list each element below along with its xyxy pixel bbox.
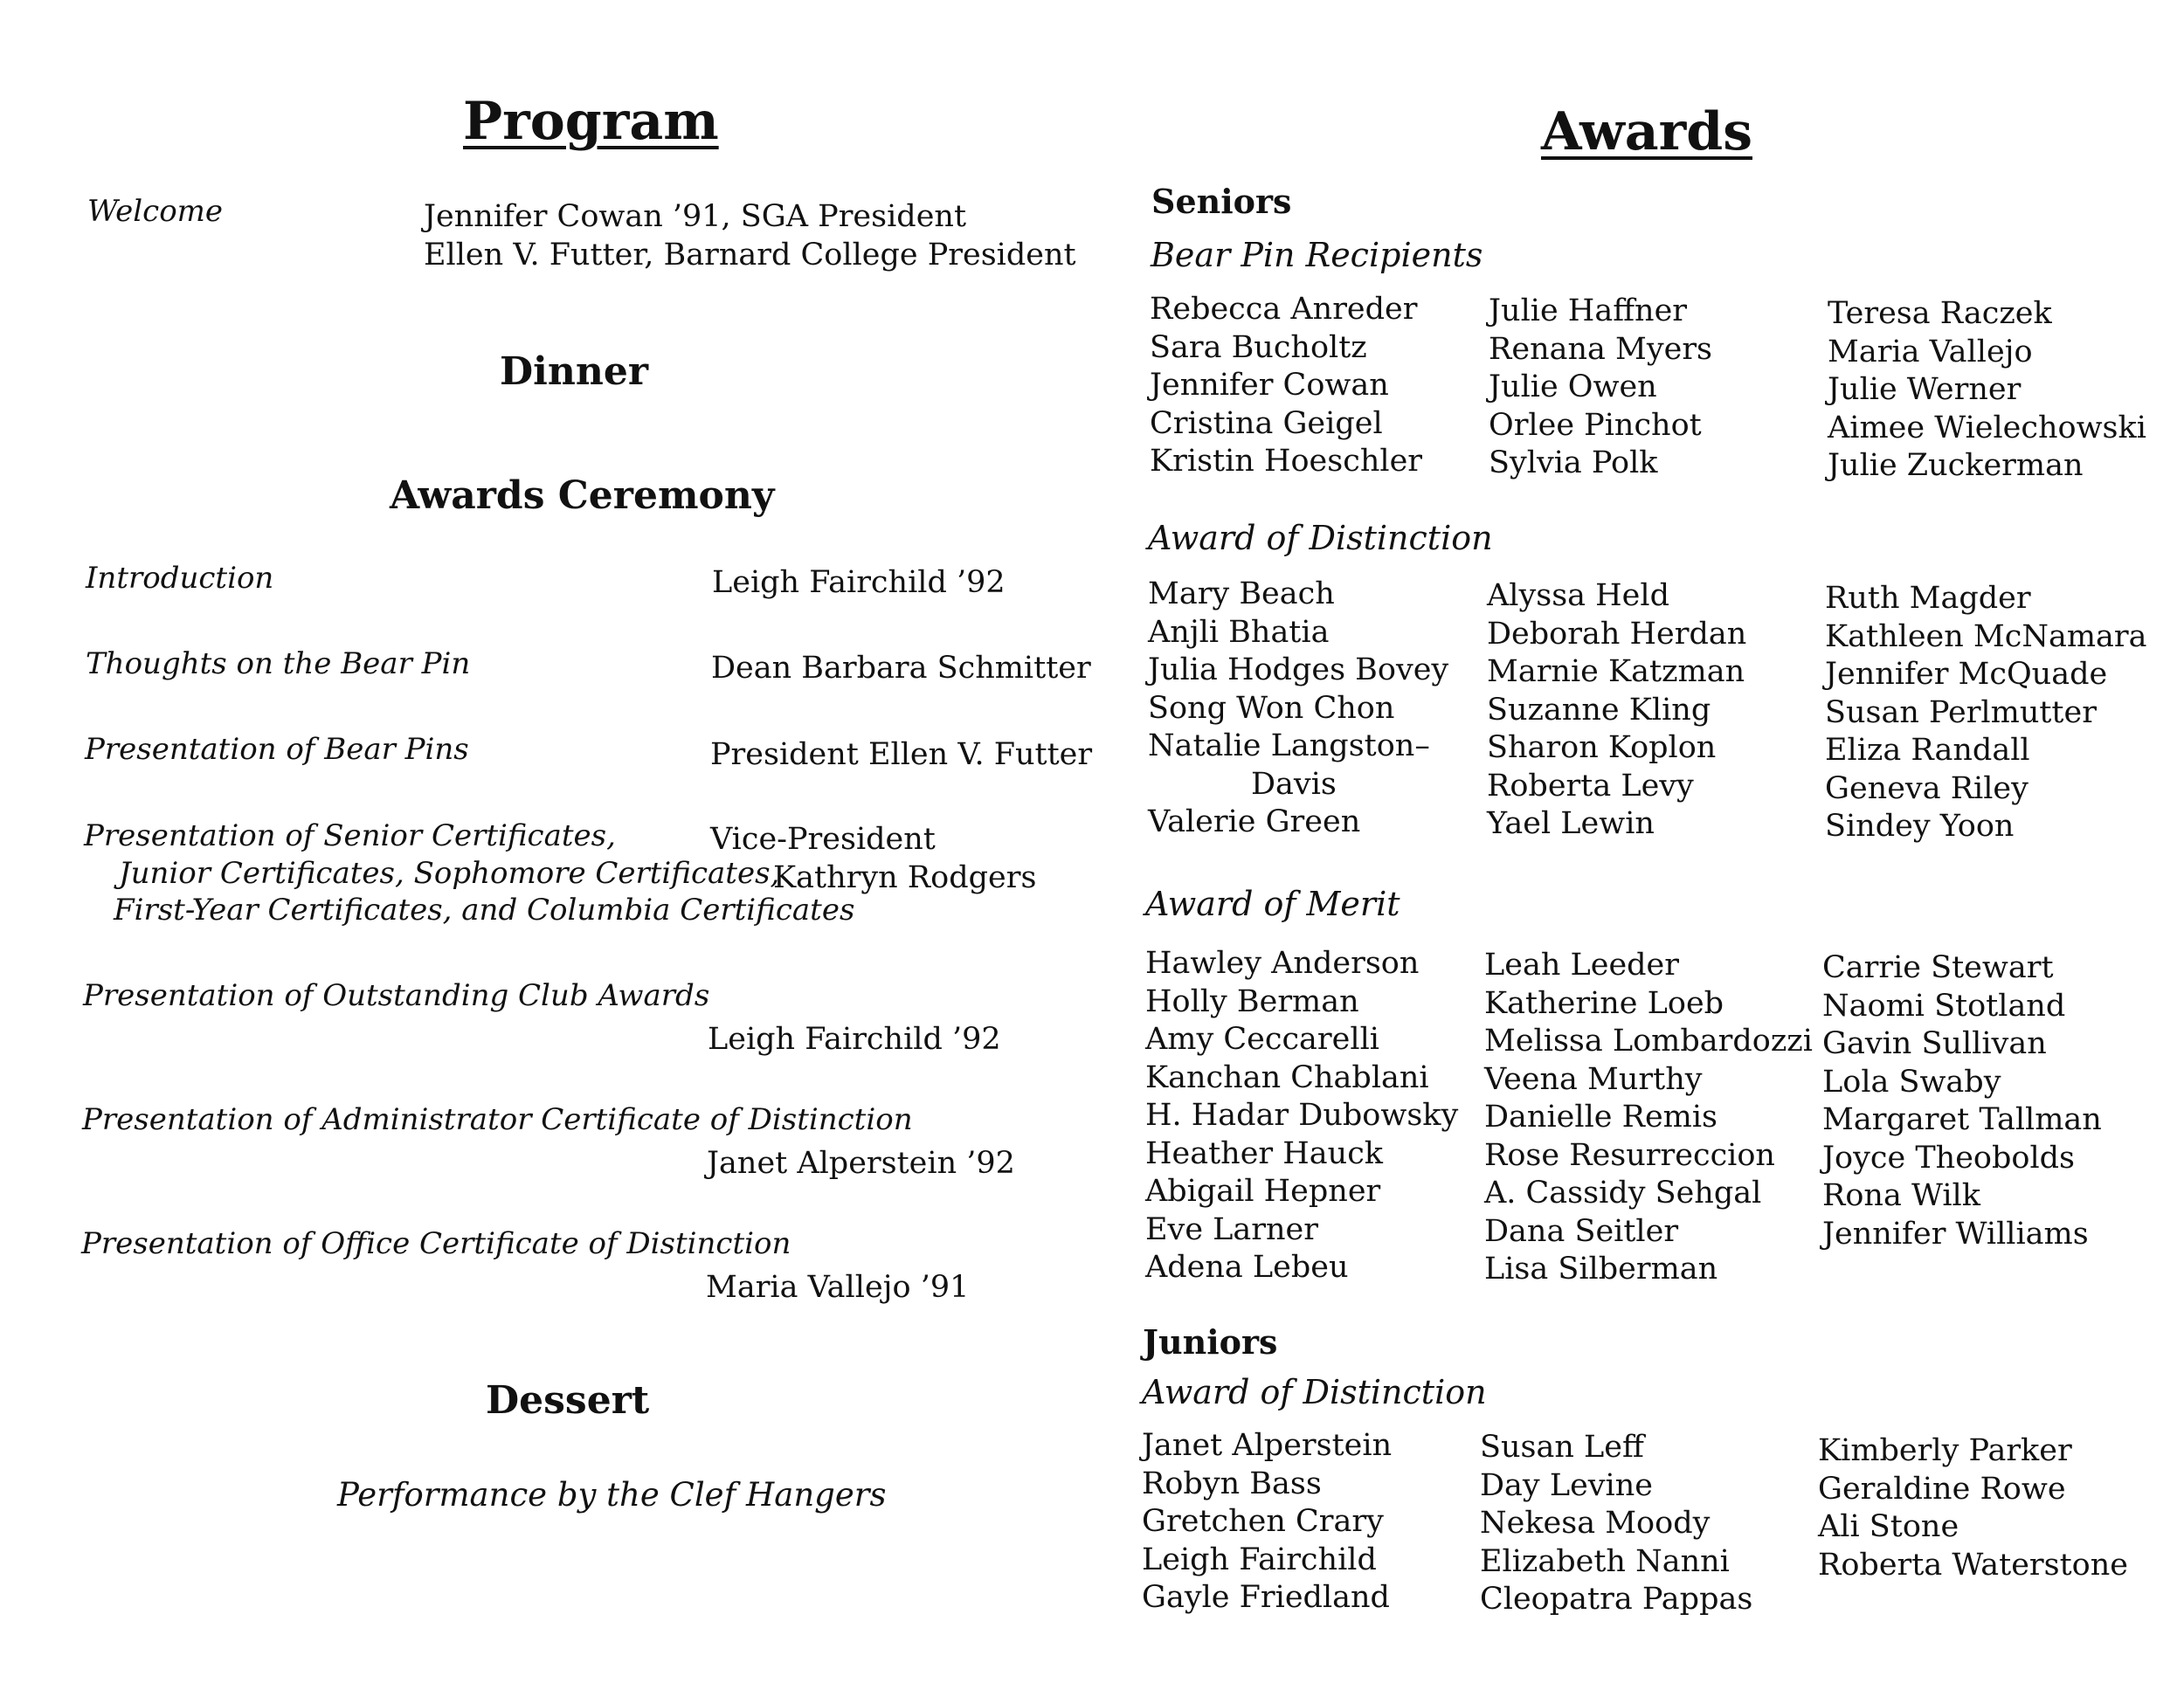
senior-distinction-column (1825, 580, 2147, 846)
recipient-name: Cleopatra Pappas (1480, 1582, 1753, 1617)
recipient-name: Geraldine Rowe (1818, 1471, 2066, 1507)
welcome-label: Welcome (87, 194, 224, 229)
recipient-name: Janet Alperstein (1142, 1428, 1393, 1463)
recipient-name: Natalie Langston– (1148, 728, 1430, 763)
recipient-name: Anjli Bhatia (1148, 614, 1330, 650)
recipient-name: Rona Wilk (1822, 1178, 1980, 1213)
senior-distinction-heading: Award of Distinction (1148, 519, 1493, 557)
recipient-name: Hawley Anderson (1145, 946, 1420, 981)
recipient-name: Naomi Stotland (1822, 988, 2066, 1024)
performance-note: Performance by the Clef Hangers (337, 1476, 887, 1514)
bear-pin-column (1828, 295, 2146, 486)
program-item-presenter: President Ellen V. Futter (710, 737, 1093, 772)
senior-distinction-column (1148, 576, 1448, 842)
recipient-name: Margaret Tallman (1822, 1102, 2102, 1137)
recipient-name: Robyn Bass (1142, 1466, 1322, 1501)
program-item-label: Presentation of Office Certificate of Distinction (81, 1226, 791, 1261)
recipient-name: Jennifer Williams (1822, 1216, 2089, 1252)
junior-distinction-heading: Award of Distinction (1142, 1373, 1487, 1411)
recipient-name: Eliza Randall (1825, 733, 2030, 768)
recipient-name: Julie Haffner (1489, 293, 1688, 328)
recipient-name: Alyssa Held (1487, 578, 1669, 613)
seniors-heading: Seniors (1151, 182, 1292, 221)
program-item-label: Junior Certificates, Sophomore Certificates, (119, 856, 780, 891)
recipient-name: Rose Resurreccion (1484, 1137, 1775, 1173)
recipient-name: Dana Seitler (1484, 1213, 1679, 1249)
recipient-name: Orlee Pinchot (1489, 407, 1702, 443)
recipient-name: Gavin Sullivan (1822, 1026, 2047, 1061)
recipient-name: Ruth Magder (1825, 581, 2031, 616)
recipient-name: Sindey Yoon (1825, 809, 2015, 844)
recipient-name: Abigail Hepner (1145, 1174, 1381, 1209)
recipient-name: Mary Beach (1148, 576, 1335, 611)
program-item-label: Thoughts on the Bear Pin (86, 646, 471, 681)
recipient-name: Kanchan Chablani (1145, 1059, 1429, 1095)
program-item-label: Introduction (86, 561, 274, 596)
recipient-name: Joyce Theobolds (1822, 1140, 2076, 1176)
recipient-name: Lola Swaby (1822, 1064, 2001, 1100)
recipient-name: Maria Vallejo (1828, 334, 2033, 369)
recipient-name: Heather Hauck (1145, 1135, 1384, 1171)
program-item-label: Presentation of Outstanding Club Awards (83, 978, 710, 1013)
recipient-name: Day Levine (1480, 1467, 1654, 1503)
recipient-name: Julie Owen (1489, 369, 1657, 404)
merit-column (1145, 945, 1458, 1287)
recipient-name: Valerie Green (1148, 804, 1361, 839)
program-item-label: Presentation of Bear Pins (85, 732, 469, 767)
recipient-name: Lisa Silberman (1484, 1252, 1718, 1286)
recipient-name: Eve Larner (1145, 1211, 1318, 1247)
program-item-presenter: Leigh Fairchild ’92 (712, 565, 1006, 600)
merit-column (1822, 949, 2102, 1253)
recipient-name: Geneva Riley (1825, 770, 2028, 806)
recipient-name: Marnie Katzman (1487, 654, 1745, 689)
junior-distinction-column (1142, 1427, 1392, 1618)
recipient-name: Elizabeth Nanni (1480, 1543, 1730, 1579)
recipient-name: H. Hadar Dubowsky (1145, 1098, 1459, 1133)
program-item-presenter: Leigh Fairchild ’92 (708, 1022, 1001, 1057)
recipient-name: Amy Ceccarelli (1145, 1022, 1379, 1057)
recipient-name: Renana Myers (1489, 331, 1713, 367)
recipient-name: Sharon Koplon (1487, 730, 1717, 765)
junior-distinction-column (1480, 1429, 1752, 1619)
recipient-name: Gretchen Crary (1142, 1504, 1384, 1539)
welcome-speaker: Ellen V. Futter, Barnard College President (424, 238, 1076, 272)
recipient-name: Katherine Loeb (1484, 985, 1724, 1021)
program-item-label: Presentation of Administrator Certificate of Distinction (82, 1102, 913, 1137)
program-item-label: Presentation of Senior Certificates, (84, 818, 616, 853)
program-item-presenter: Dean Barbara Schmitter (711, 651, 1091, 686)
recipient-name: Nekesa Moody (1480, 1506, 1711, 1541)
program-item-presenter: Maria Vallejo ’91 (706, 1270, 970, 1305)
recipient-name: Holly Berman (1145, 983, 1359, 1019)
merit-column (1484, 947, 1813, 1289)
recipient-name: Danielle Remis (1484, 1100, 1718, 1135)
recipient-name: Leah Leeder (1484, 948, 1680, 983)
recipient-name: Carrie Stewart (1822, 950, 2054, 985)
bear-pin-column (1489, 293, 1712, 483)
recipient-name: Deborah Herdan (1487, 616, 1747, 652)
recipient-name: Veena Murthy (1484, 1061, 1703, 1097)
dessert-heading: Dessert (486, 1378, 650, 1423)
recipient-name: Jennifer Cowan (1150, 368, 1389, 403)
recipient-name: Julie Werner (1828, 372, 2022, 407)
recipient-name: Susan Perlmutter (1825, 694, 2097, 730)
recipient-name: Roberta Waterstone (1818, 1547, 2128, 1583)
juniors-heading: Juniors (1143, 1322, 1278, 1362)
ceremony-heading: Awards Ceremony (390, 473, 775, 518)
dinner-heading: Dinner (500, 349, 649, 394)
recipient-name: Jennifer McQuade (1825, 657, 2108, 692)
recipient-name: Davis (1251, 766, 1337, 802)
recipient-name: Suzanne Kling (1487, 692, 1711, 728)
awards-title: Awards (1541, 101, 1752, 162)
recipient-name: A. Cassidy Sehgal (1484, 1176, 1762, 1211)
recipient-name: Kathleen McNamara (1825, 618, 2147, 654)
senior-distinction-column (1487, 577, 1746, 844)
program-item-label: First-Year Certificates, and Columbia Certificates (114, 893, 855, 928)
recipient-name: Kimberly Parker (1818, 1433, 2072, 1468)
program-item-presenter: Janet Alperstein ’92 (707, 1146, 1015, 1181)
recipient-name: Rebecca Anreder (1150, 292, 1418, 327)
welcome-speaker: Jennifer Cowan ’91, SGA President (424, 199, 967, 234)
recipient-name: Sara Bucholtz (1150, 329, 1367, 365)
program-title: Program (463, 91, 719, 152)
recipient-name: Sylvia Polk (1489, 445, 1658, 480)
recipient-name: Ali Stone (1818, 1509, 1959, 1544)
welcome-speakers (424, 197, 1076, 274)
recipient-name: Cristina Geigel (1150, 405, 1383, 441)
recipient-name: Julie Zuckerman (1828, 448, 2084, 483)
recipient-name: Yael Lewin (1487, 806, 1655, 841)
recipient-name: Teresa Raczek (1828, 296, 2052, 331)
recipient-name: Roberta Levy (1487, 768, 1694, 804)
bear-pin-heading: Bear Pin Recipients (1151, 236, 1483, 274)
recipient-name: Julia Hodges Bovey (1148, 652, 1449, 687)
recipient-name: Aimee Wielechowski (1828, 410, 2146, 445)
merit-heading: Award of Merit (1145, 885, 1400, 923)
junior-distinction-column (1818, 1432, 2128, 1584)
bear-pin-column (1150, 291, 1422, 481)
program-item-presenter: Kathryn Rodgers (773, 860, 1037, 895)
recipient-name: Kristin Hoeschler (1150, 444, 1423, 479)
recipient-name: Susan Leff (1480, 1430, 1644, 1465)
recipient-name: Leigh Fairchild (1142, 1542, 1377, 1577)
recipient-name: Adena Lebeu (1145, 1250, 1349, 1285)
program-item-presenter: Vice-President (710, 822, 936, 857)
recipient-name: Gayle Friedland (1142, 1580, 1390, 1615)
top-crop-mark (1511, 0, 1677, 7)
recipient-name: Melissa Lombardozzi (1484, 1024, 1813, 1059)
recipient-name: Song Won Chon (1148, 690, 1395, 726)
